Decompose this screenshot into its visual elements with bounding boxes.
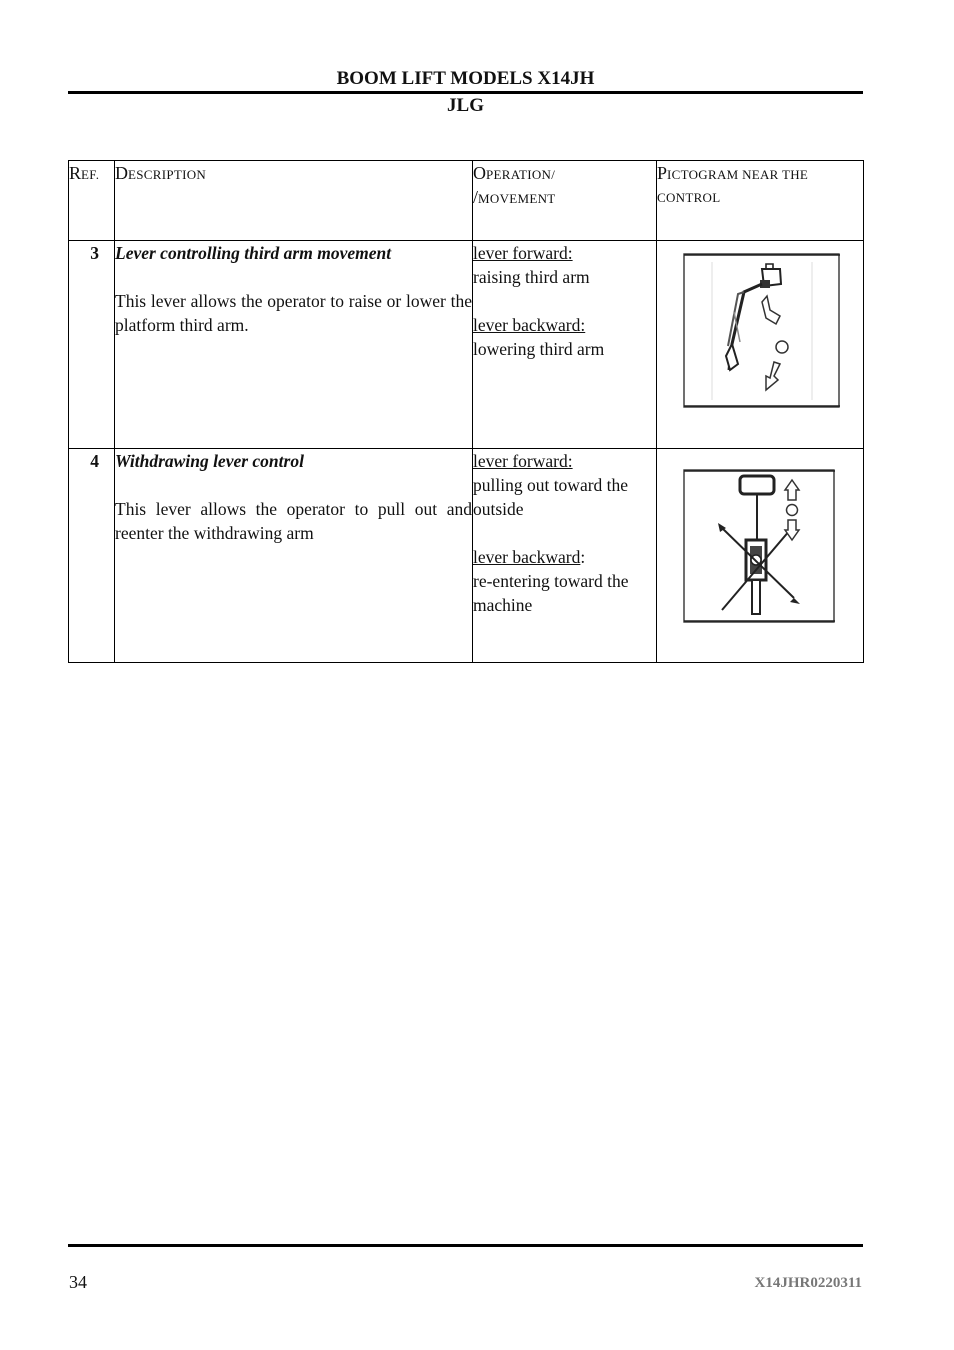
table-header-row xyxy=(69,161,864,241)
forward-label: lever forward: xyxy=(473,451,573,471)
forward-text: raising third arm xyxy=(473,267,590,287)
forward-text: pulling out toward the outside xyxy=(473,475,629,519)
document-title: BOOM LIFT MODELS X14JH xyxy=(336,68,595,89)
row-ref: 3 xyxy=(69,241,115,449)
backward-text: lowering third arm xyxy=(473,339,605,359)
withdrawing-arm-lever-icon xyxy=(682,468,838,626)
row-ref: 4 xyxy=(69,449,115,663)
brand-name: JLG xyxy=(447,95,484,116)
row-operation xyxy=(473,449,657,663)
col-header-description: DESCRIPTION xyxy=(115,161,473,241)
table-row xyxy=(69,449,864,663)
row-title: Withdrawing lever control xyxy=(115,451,304,471)
third-arm-raise-lower-icon xyxy=(682,252,842,410)
col-header-ref: REF. xyxy=(69,161,115,241)
row-operation xyxy=(473,241,657,449)
backward-colon: : xyxy=(580,547,586,567)
page-number: 34 xyxy=(69,1272,87,1292)
row-body: This lever allows the operator to pull out and reenter the withdrawing arm xyxy=(115,499,472,543)
backward-label: lever backward: xyxy=(473,315,586,335)
row-description xyxy=(115,241,473,449)
row-title: Lever controlling third arm movement xyxy=(115,243,392,263)
row-description xyxy=(115,449,473,663)
col-header-pictogram: PICTOGRAM NEAR THE CONTROL xyxy=(657,161,864,241)
row-body: This lever allows the operator to raise or lower the platform third arm. xyxy=(115,291,472,335)
controls-table xyxy=(68,160,864,663)
document-code: X14JHR0220311 xyxy=(754,1275,862,1291)
table-row xyxy=(69,241,864,449)
row-pictogram xyxy=(657,449,864,663)
backward-text: re-entering toward the machine xyxy=(473,571,629,615)
header-rule xyxy=(68,91,863,94)
footer-rule xyxy=(68,1244,863,1247)
col-header-operation: OPERATION/ /MOVEMENT xyxy=(473,161,657,241)
forward-label: lever forward: xyxy=(473,243,573,263)
row-pictogram xyxy=(657,241,864,449)
backward-label: lever backward xyxy=(473,547,581,567)
